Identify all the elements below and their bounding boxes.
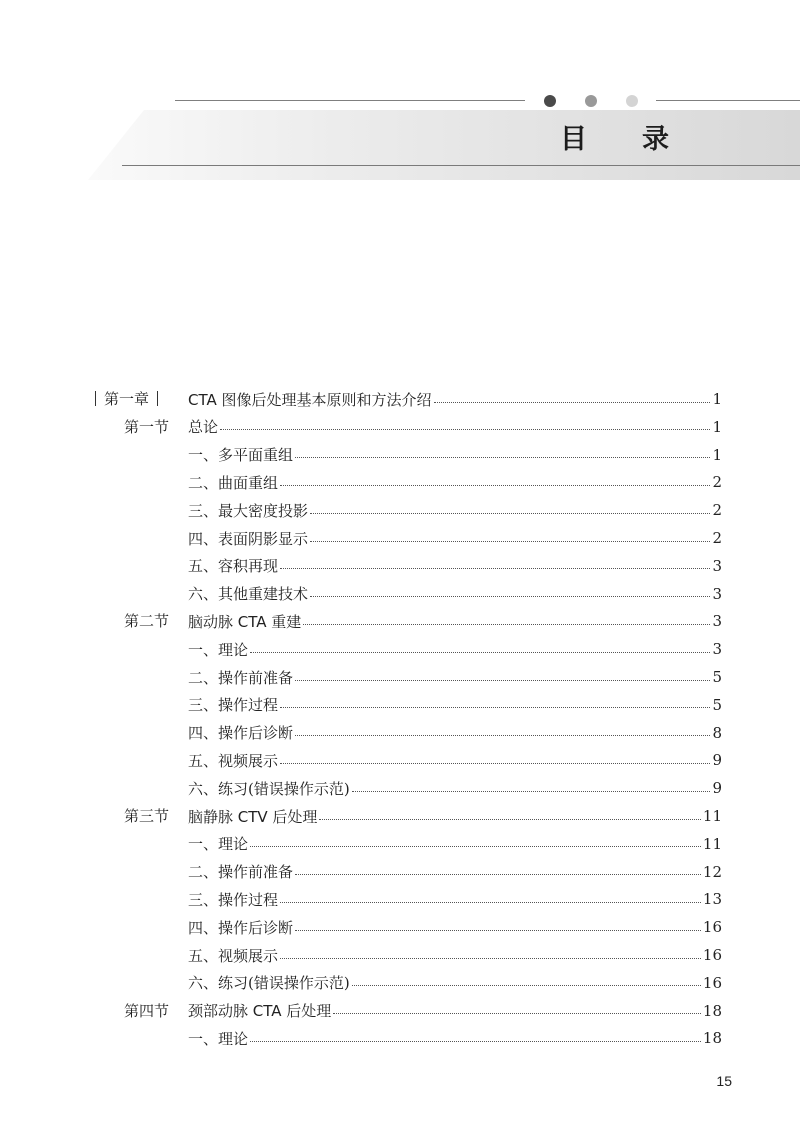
toc-entry-line (188, 746, 722, 774)
toc-entry-line (188, 913, 722, 941)
toc-entry[interactable] (0, 830, 800, 858)
toc-entry-line (188, 607, 722, 635)
toc-entry-title[interactable]: 一、理论 (188, 835, 249, 854)
toc-page-number: 2 (712, 473, 722, 492)
section-number: 第一节 (124, 417, 170, 436)
toc-entry-line (188, 580, 722, 608)
dot-leader (250, 652, 710, 653)
title-band-rule (122, 165, 800, 166)
chapter-number-text: 第一章 (104, 390, 150, 408)
toc-page-number: 3 (712, 612, 722, 631)
toc-page-number: 3 (712, 556, 722, 575)
toc-entry-line (188, 969, 722, 997)
toc-entry-line (188, 774, 722, 802)
toc-entry[interactable] (0, 607, 800, 635)
toc-entry-title[interactable]: 二、操作前准备 (188, 863, 294, 882)
toc-entry-title[interactable]: 六、练习(错误操作示范) (188, 974, 350, 993)
toc-entry[interactable] (0, 441, 800, 469)
chapter-bar-right (157, 391, 158, 406)
dot-leader (295, 735, 710, 736)
toc-page-number: 1 (712, 390, 722, 408)
toc-page-number: 16 (702, 946, 722, 964)
toc-entry-title[interactable]: 二、曲面重组 (188, 473, 279, 492)
dot-leader (319, 819, 700, 820)
dot-leader (303, 624, 710, 625)
toc-page-number: 18 (702, 1029, 722, 1048)
toc-entry-line (188, 552, 722, 580)
dot-leader (280, 485, 710, 486)
dot-leader (295, 874, 701, 875)
toc-entry-title[interactable]: 三、最大密度投影 (188, 501, 309, 520)
toc-entry-line (188, 719, 722, 747)
toc-entry-line (188, 691, 722, 719)
dot-leader (250, 1041, 701, 1042)
toc-page-number: 1 (712, 417, 722, 436)
toc-entry-title[interactable]: 三、操作过程 (188, 890, 279, 909)
dot-leader (310, 596, 710, 597)
toc-page-number: 9 (712, 751, 722, 770)
toc-entry[interactable] (0, 719, 800, 747)
toc-entry-line (188, 441, 722, 469)
toc-entry-title[interactable]: 脑动脉 CTA 重建 (188, 612, 302, 631)
chapter-bar-left (95, 391, 96, 406)
toc-entry-title[interactable]: 颈部动脉 CTA 后处理 (188, 1002, 332, 1021)
page-title: 目录 (560, 124, 724, 155)
toc-entry[interactable] (0, 858, 800, 886)
section-number: 第三节 (124, 807, 170, 825)
dot-leader (352, 985, 701, 986)
toc-entry-line (188, 413, 722, 441)
toc-entry-title[interactable]: CTA 图像后处理基本原则和方法介绍 (188, 390, 432, 409)
toc-entry-title[interactable]: 总论 (188, 418, 219, 437)
toc-page-number: 9 (712, 779, 722, 798)
toc-entry[interactable] (0, 524, 800, 552)
toc-entry-line (188, 858, 722, 886)
dot-leader (280, 568, 710, 569)
medium-dot-icon (585, 95, 597, 107)
toc-entry-title[interactable]: 四、操作后诊断 (188, 918, 294, 937)
dot-leader (295, 930, 701, 931)
dot-leader (310, 513, 710, 514)
page-number: 15 (716, 1073, 732, 1089)
toc-entry[interactable] (0, 691, 800, 719)
toc-entry[interactable] (0, 468, 800, 496)
toc-page-number: 1 (712, 445, 722, 464)
chapter-number (95, 385, 185, 413)
toc-entry[interactable] (0, 802, 800, 830)
toc-entry[interactable] (0, 1024, 800, 1052)
toc-page-number: 5 (712, 695, 722, 714)
toc-page-number: 12 (702, 862, 722, 881)
toc-entry[interactable] (0, 663, 800, 691)
toc-page-number: 3 (712, 584, 722, 603)
toc-page-number: 11 (702, 834, 722, 853)
toc-entry-line (188, 468, 722, 496)
toc-page-number: 2 (712, 501, 722, 520)
toc-entry-line (188, 663, 722, 691)
toc-page-number: 16 (702, 973, 722, 992)
toc-entry-line (188, 941, 722, 969)
toc-entry-title[interactable]: 四、表面阴影显示 (188, 529, 309, 548)
toc-page-number: 8 (712, 723, 722, 742)
toc-entry-line (188, 1024, 722, 1052)
dot-leader (310, 541, 710, 542)
toc-page-number: 11 (702, 807, 722, 825)
toc-entry-title[interactable]: 一、理论 (188, 640, 249, 659)
toc-entry-title[interactable]: 二、操作前准备 (188, 668, 294, 687)
toc-entry-line (188, 830, 722, 858)
toc-entry[interactable] (0, 385, 800, 413)
toc-entry-line (188, 997, 722, 1025)
dot-leader (333, 1013, 701, 1014)
toc-page-number: 16 (702, 918, 722, 937)
toc-entry-title[interactable]: 一、理论 (188, 1029, 249, 1048)
toc-entry[interactable] (0, 913, 800, 941)
toc-entry-title[interactable]: 脑静脉 CTV 后处理 (188, 807, 318, 826)
toc-page-number: 5 (712, 668, 722, 686)
toc-page-number: 3 (712, 640, 722, 659)
toc-entry-title[interactable]: 五、容积再现 (188, 557, 279, 576)
toc-page-number: 18 (702, 1001, 722, 1020)
toc-entry-line (188, 496, 722, 524)
light-dot-icon (626, 95, 638, 107)
toc-entry[interactable] (0, 997, 800, 1025)
toc-entry[interactable] (0, 746, 800, 774)
dot-leader (220, 429, 710, 430)
toc-entry-line (188, 885, 722, 913)
toc-entry-title[interactable]: 六、练习(错误操作示范) (188, 779, 350, 798)
toc-entry-line (188, 385, 722, 413)
section-number: 第四节 (124, 1001, 170, 1020)
toc-entry-title[interactable]: 三、操作过程 (188, 696, 279, 715)
dot-leader (352, 791, 711, 792)
dot-leader (295, 680, 710, 681)
toc-entry[interactable] (0, 635, 800, 663)
toc-entry[interactable] (0, 774, 800, 802)
toc-page-number: 2 (712, 529, 722, 547)
toc-entry-line (188, 524, 722, 552)
dot-leader (434, 402, 711, 403)
toc-entry[interactable] (0, 496, 800, 524)
toc-entry-title[interactable]: 五、视频展示 (188, 946, 279, 965)
dot-leader (250, 846, 701, 847)
dark-dot-icon (544, 95, 556, 107)
dot-leader (280, 958, 701, 959)
toc-page-number: 13 (702, 890, 722, 909)
toc-entry[interactable] (0, 941, 800, 969)
toc-entry[interactable] (0, 413, 800, 441)
header-rule-left (175, 100, 525, 101)
toc-entry-title[interactable]: 一、多平面重组 (188, 446, 294, 465)
dot-leader (295, 457, 710, 458)
toc-entry[interactable] (0, 969, 800, 997)
header-rule-right (656, 100, 800, 101)
toc-entry[interactable] (0, 885, 800, 913)
page-header (0, 0, 800, 200)
toc-entry-title[interactable]: 五、视频展示 (188, 751, 279, 770)
toc-entry[interactable] (0, 552, 800, 580)
section-number: 第二节 (124, 612, 170, 631)
dot-leader (280, 902, 701, 903)
toc-entry-line (188, 802, 722, 830)
toc-entry-title[interactable]: 四、操作后诊断 (188, 724, 294, 743)
dot-leader (280, 763, 710, 764)
dot-leader (280, 707, 710, 708)
toc-entry[interactable] (0, 580, 800, 608)
toc-entry-line (188, 635, 722, 663)
toc-entry-title[interactable]: 六、其他重建技术 (188, 585, 309, 604)
